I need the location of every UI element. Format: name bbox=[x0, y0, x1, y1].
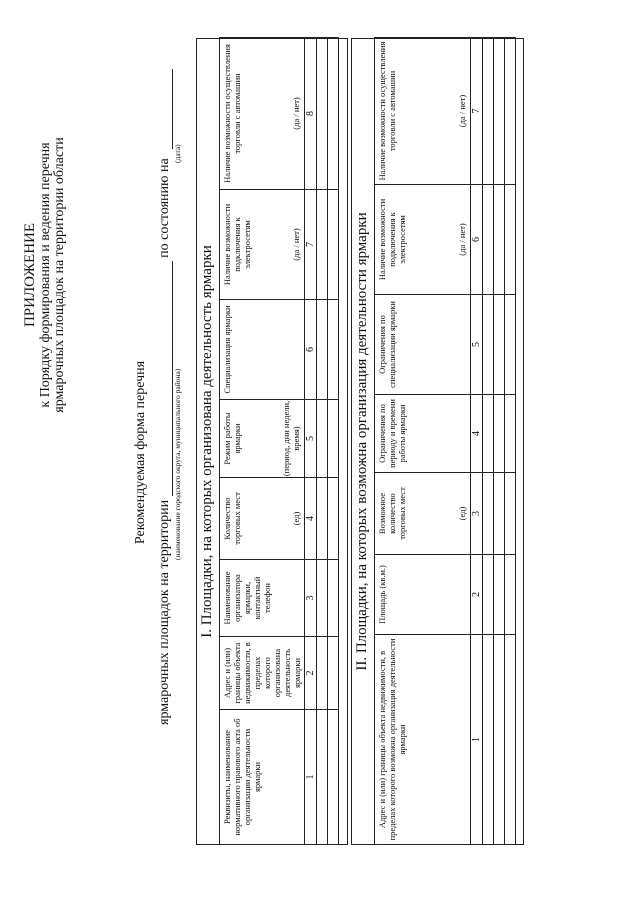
s2-col-5-header: Ограничения по специализации ярмарки bbox=[375, 295, 471, 395]
s2-cell bbox=[483, 38, 494, 185]
section-2-table bbox=[351, 38, 524, 845]
s2-cell bbox=[505, 38, 516, 185]
s1-cell bbox=[317, 560, 328, 637]
section-1-title: I. Площадки, на которых организована деятельность ярмарки bbox=[199, 245, 215, 638]
s2-cell bbox=[505, 635, 516, 845]
form-title: Рекомендуемая форма перечня bbox=[133, 360, 148, 545]
s2-cell bbox=[505, 295, 516, 395]
section-2-empty-row bbox=[505, 38, 516, 845]
s2-cell bbox=[505, 555, 516, 635]
s1-col-1-header: Реквизиты, наименование нормативного правового акта об организации деятельности ярмарки bbox=[220, 710, 305, 845]
section-1-empty-row bbox=[328, 38, 339, 845]
s1-cell bbox=[317, 38, 328, 190]
section-1-grid bbox=[219, 37, 339, 845]
s2-cell bbox=[483, 395, 494, 473]
s2-col-7-header: Наличие возможности осуществления торговли с автомашин (да / нет) bbox=[375, 38, 471, 185]
s1-cell bbox=[317, 300, 328, 400]
appendix-subtitle-line1: к Порядку формирования и ведения перечня bbox=[38, 142, 53, 408]
s1-cell bbox=[328, 478, 339, 560]
s2-num-3: 3 bbox=[471, 473, 483, 555]
section-2-empty-row bbox=[494, 38, 505, 845]
s1-num-1: 1 bbox=[305, 710, 317, 845]
s2-cell bbox=[494, 395, 505, 473]
section-2-header-row bbox=[375, 38, 471, 845]
s2-cell bbox=[505, 185, 516, 295]
s1-cell bbox=[328, 710, 339, 845]
s1-num-8: 8 bbox=[305, 38, 317, 190]
list-title bbox=[157, 69, 173, 725]
s1-col-7-header: Наличие возможности подключения к электросетям (да / нет) bbox=[220, 190, 305, 300]
s1-cell bbox=[328, 637, 339, 710]
s2-cell bbox=[505, 395, 516, 473]
section-1-header-row bbox=[220, 38, 305, 845]
s1-col-2-header: Адрес и (или) границы объекта недвижимости, в пределах которого организована деятельность ярмарки bbox=[220, 637, 305, 710]
section-2-number-row bbox=[471, 38, 483, 845]
s2-num-1: 1 bbox=[471, 635, 483, 845]
s1-col-6-header: Специализация ярмарки bbox=[220, 300, 305, 400]
s2-cell bbox=[494, 38, 505, 185]
section-2-title: II. Площадки, на которых возможна организация деятельности ярмарки bbox=[354, 212, 370, 671]
s2-cell bbox=[483, 635, 494, 845]
s1-num-4: 4 bbox=[305, 478, 317, 560]
s1-num-3: 3 bbox=[305, 560, 317, 637]
s2-cell bbox=[505, 473, 516, 555]
date-caption: (дата) bbox=[173, 144, 182, 163]
section-1-table bbox=[196, 38, 348, 845]
appendix-subtitle-line2: ярмарочных площадок на территории области bbox=[52, 137, 67, 413]
s1-col-3-header: Наименование организатора ярмарки, контактный телефон bbox=[220, 560, 305, 637]
s1-num-2: 2 bbox=[305, 637, 317, 710]
s1-cell bbox=[328, 400, 339, 478]
s2-cell bbox=[494, 295, 505, 395]
section-2-empty-row bbox=[483, 38, 494, 845]
s1-cell bbox=[317, 190, 328, 300]
s2-col-6-header: Наличие возможности подключения к электросетям (да / нет) bbox=[375, 185, 471, 295]
s2-cell bbox=[483, 555, 494, 635]
s2-col-1-header: Адрес и (или) границы объекта недвижимости, в пределах которого возможна организация деятельности ярмарки bbox=[375, 635, 471, 845]
s2-cell bbox=[483, 295, 494, 395]
section-1-number-row bbox=[305, 38, 317, 845]
s2-num-5: 5 bbox=[471, 295, 483, 395]
s2-cell bbox=[494, 635, 505, 845]
s2-cell bbox=[483, 473, 494, 555]
s1-cell bbox=[328, 560, 339, 637]
s2-col-4-header: Ограничения по периоду и времени работы ярмарки bbox=[375, 395, 471, 473]
territory-caption: (наименование городского округа, муниципального района) bbox=[173, 368, 182, 560]
s2-col-3-header: Возможное количество торговых мест (ед) bbox=[375, 473, 471, 555]
s1-cell bbox=[328, 38, 339, 190]
section-2-grid bbox=[374, 37, 516, 845]
s2-num-7: 7 bbox=[471, 38, 483, 185]
s1-cell bbox=[317, 710, 328, 845]
s2-num-6: 6 bbox=[471, 185, 483, 295]
section-1-empty-row bbox=[317, 38, 328, 845]
s2-num-2: 2 bbox=[471, 555, 483, 635]
s1-num-5: 5 bbox=[305, 400, 317, 478]
s1-cell bbox=[317, 400, 328, 478]
s1-num-7: 7 bbox=[305, 190, 317, 300]
date-blank bbox=[159, 69, 173, 149]
list-title-prefix: ярмарочных площадок на территории bbox=[157, 499, 172, 725]
s1-num-6: 6 bbox=[305, 300, 317, 400]
s2-cell bbox=[494, 473, 505, 555]
s1-cell bbox=[317, 637, 328, 710]
s1-cell bbox=[328, 190, 339, 300]
s2-num-4: 4 bbox=[471, 395, 483, 473]
s1-cell bbox=[328, 300, 339, 400]
s2-col-2-header: Площадь (кв.м.) bbox=[375, 555, 471, 635]
list-title-suffix: по состоянию на bbox=[157, 158, 172, 258]
s1-col-8-header: Наличие возможности осуществления торговли с автомашин (да / нет) bbox=[220, 38, 305, 190]
s1-col-4-header: Количество торговых мест (ед) bbox=[220, 478, 305, 560]
appendix-title: ПРИЛОЖЕНИЕ bbox=[22, 222, 38, 328]
s1-cell bbox=[317, 478, 328, 560]
s1-col-5-header: Режим работы ярмарки (период, дни недели, время) bbox=[220, 400, 305, 478]
s2-cell bbox=[483, 185, 494, 295]
territory-blank bbox=[159, 261, 173, 496]
s2-cell bbox=[494, 555, 505, 635]
s2-cell bbox=[494, 185, 505, 295]
